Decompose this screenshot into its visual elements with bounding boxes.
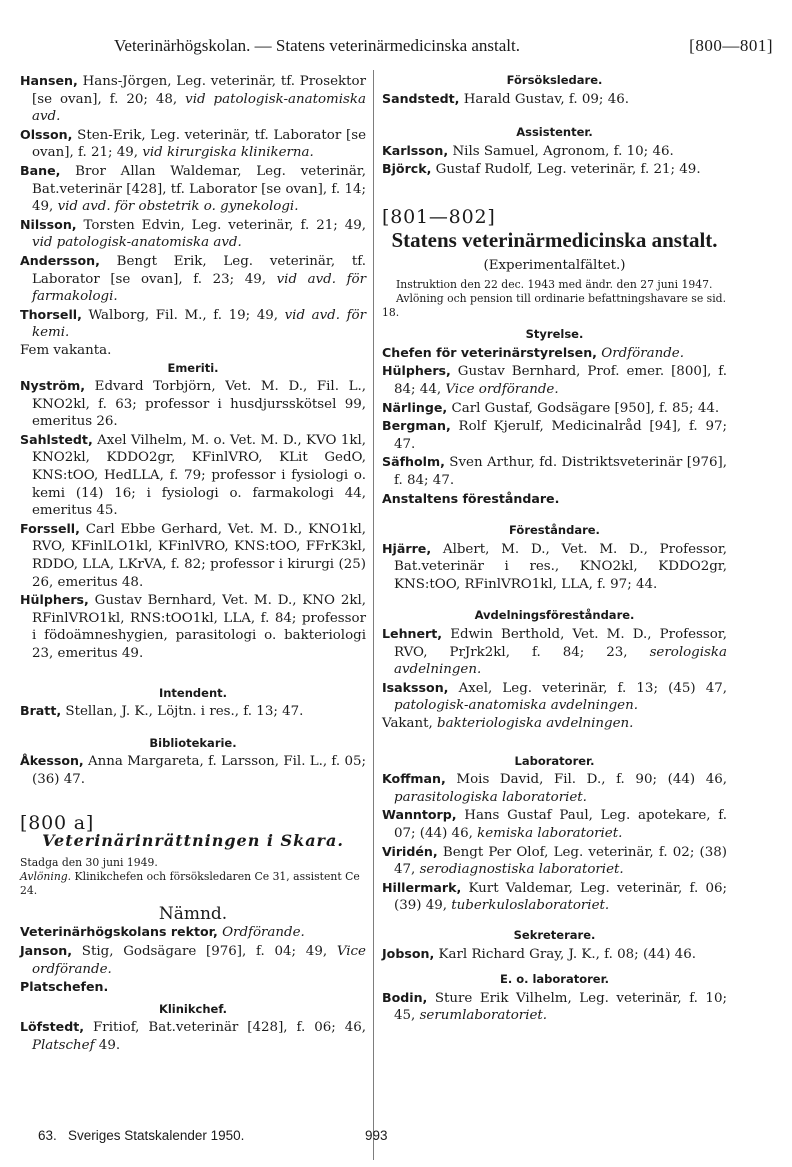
bibliotekarie-entry: Åkesson, Anna Margareta, f. Larsson, Fil. L., f. 05; (36) 47.	[20, 753, 366, 787]
person-name: Chefen för veterinärstyrelsen,	[382, 344, 597, 360]
assistent-entry: Björck, Gustaf Rudolf, Leg. veterinär, f. 21; 49.	[382, 161, 701, 178]
section-reference: [801—802]	[382, 205, 496, 228]
footer-publication: 63. Sveriges Statskalender 1950.	[38, 1128, 245, 1143]
avloning-note: Avlöning och pension till ordinarie befattningshavare se sid. 18.	[382, 292, 727, 320]
section-heading-emeriti: Emeriti.	[167, 360, 219, 375]
person-name: Hansen,	[20, 73, 78, 88]
section-heading-forsoksledare: Försöksledare.	[506, 73, 603, 87]
staff-entry: Thorsell, Walborg, Fil. M., f. 19; 49, vid avd. för kemi.	[20, 306, 366, 341]
person-name: Hillermark,	[382, 879, 462, 895]
section-heading-namnd: Nämnd.	[158, 903, 228, 924]
section-heading-laboratorer: Laboratorer.	[514, 753, 595, 768]
person-name: Hülphers,	[20, 592, 89, 608]
person-name: Viridén,	[382, 843, 438, 859]
right-column	[382, 72, 727, 1025]
section-heading-forestandare: Föreståndare.	[509, 523, 600, 538]
stadga-note: Stadga den 30 juni 1949.	[20, 855, 158, 869]
header-title: Veterinärhögskolan. — Statens veterinärmedicinska anstalt.	[114, 36, 520, 55]
instruktion-note: Instruktion den 22 dec. 1943 med ändr. den 27 juni 1947.	[396, 278, 713, 292]
staff-entry: Andersson, Bengt Erik, Leg. veterinär, tf. Laborator [se ovan], f. 23; 49, vid avd. för farmakologi.	[20, 252, 367, 305]
person-name: Åkesson,	[20, 753, 84, 769]
left-column	[20, 72, 366, 1055]
section-heading-styrelse: Styrelse.	[525, 327, 584, 342]
column-divider	[373, 70, 374, 1160]
staff-entry: Nilsson, Torsten Edvin, Leg. veterinär, f. 21; 49, vid patologisk-anatomiska avd.	[20, 216, 366, 251]
vakant-entry: Vakant, bakteriologiska avdelningen.	[382, 716, 634, 732]
section-reference: [800 a]	[20, 811, 95, 834]
section-heading-bibliotekarie: Bibliotekarie.	[149, 735, 237, 750]
footer-page-number: 993	[365, 1128, 388, 1143]
staff-entry: Olsson, Sten-Erik, Leg. veterinär, tf. Laborator [se ovan], f. 21; 49, vid kirurgiska klinikerna.	[20, 126, 366, 161]
person-name: Nilsson,	[20, 216, 77, 232]
section-heading-assistenter: Assistenter.	[516, 125, 593, 140]
forestandare-entry: Hjärre, Albert, M. D., Vet. M. D., Professor, Bat.veterinär i res., KNO2kl, KDDO2gr, KNS:tOO, RFinlVRO1kl, LLA, f. 97; 44.	[382, 540, 727, 592]
person-name: Wanntorp,	[382, 807, 457, 823]
section-heading-intendent: Intendent.	[158, 685, 228, 700]
person-name: Andersson,	[20, 252, 100, 268]
eo-laborator-entry: Bodin, Sture Erik Vilhelm, Leg. veterinär, f. 10; 45, serumlaboratoriet.	[382, 989, 727, 1024]
section-heading-eo-laboratorer: E. o. laboratorer.	[499, 972, 610, 987]
person-name: Olsson,	[20, 126, 73, 142]
person-name: Koffman,	[382, 771, 446, 787]
person-name: Närlinge,	[382, 399, 448, 415]
person-name: Bratt,	[20, 703, 62, 719]
person-name: Forssell,	[20, 520, 80, 536]
avdelning-entry: Lehnert, Edwin Berthold, Vet. M. D., Professor, RVO, PrJrk2kl, f. 84; 23, serologiska avdelningen.	[382, 626, 727, 678]
person-name: Sandstedt,	[382, 90, 460, 106]
laborator-entry: Wanntorp, Hans Gustaf Paul, Leg. apotekare, f. 07; (44) 46, kemiska laboratoriet.	[382, 807, 727, 841]
person-name: Jobson,	[382, 945, 435, 961]
person-name: Lehnert,	[382, 626, 443, 642]
assistent-entry: Karlsson, Nils Samuel, Agronom, f. 10; 46.	[382, 142, 674, 159]
person-name: Bodin,	[382, 989, 428, 1005]
person-name: Bane,	[20, 162, 61, 178]
sekreterare-entry: Jobson, Karl Richard Gray, J. K., f. 08; (44) 46.	[382, 945, 696, 962]
section-heading-klinikchef: Klinikchef.	[158, 1001, 228, 1016]
header-page-range: [800—801]	[689, 36, 773, 55]
emeritus-entry: Sahlstedt, Axel Vilhelm, M. o. Vet. M. D., KVO 1kl, KNO2kl, KDDO2gr, KFinlVRO, KLit GedO, KNS:tOO, HedLLA, f. 79; professor i fysiologi o. kemi (14) 16; i fysiologi o. farmakologi 44, emeritus 45.	[20, 431, 366, 519]
person-name: Bergman,	[382, 418, 451, 434]
styrelse-entry: Närlinge, Carl Gustaf, Godsägare [950], f. 85; 44.	[382, 399, 720, 416]
person-name: Björck,	[382, 161, 432, 177]
person-name: Sahlstedt,	[20, 431, 93, 447]
vacancies-note: Fem vakanta.	[20, 342, 112, 358]
staff-entry: Hansen, Hans-Jörgen, Leg. veterinär, tf. Prosektor [se ovan], f. 20; 48, vid patologisk-anatomiska avd.	[20, 73, 366, 125]
klinikchef-entry: Löfstedt, Fritiof, Bat.veterinär [428], f. 06; 46, Platschef 49.	[20, 1019, 366, 1053]
person-name: Karlsson,	[382, 142, 449, 158]
section-title: Statens veterinärmedicinska anstalt.	[391, 227, 718, 252]
namnd-entry: Janson, Stig, Godsägare [976], f. 04; 49, Vice ordförande.	[20, 942, 366, 977]
emeritus-entry: Nyström, Edvard Torbjörn, Vet. M. D., Fil. L., KNO2kl, f. 63; professor i husdjursskötsel 99, emeritus 26.	[20, 378, 366, 430]
person-name: Veterinärhögskolans rektor,	[20, 924, 218, 940]
anstaltens-heading: Anstaltens föreståndare.	[382, 490, 560, 506]
running-header	[18, 36, 773, 64]
person-name: Janson,	[20, 942, 73, 958]
laborator-entry: Koffman, Mois David, Fil. D., f. 90; (44) 46, parasitologiska laboratoriet.	[382, 771, 727, 805]
namnd-entry: Veterinärhögskolans rektor, Ordförande.	[20, 924, 305, 941]
emeritus-entry: Hülphers, Gustav Bernhard, Vet. M. D., KNO 2kl, RFinlVRO1kl, RNS:tOO1kl, LLA, f. 84; professor i födoämneshygien, parasitologi o. bakteriologi 23, emeritus 49.	[20, 592, 366, 661]
intendent-entry: Bratt, Stellan, J. K., Löjtn. i res., f. 13; 47.	[20, 703, 304, 720]
person-name: Hülphers,	[382, 363, 451, 379]
person-name: Thorsell,	[20, 306, 82, 322]
person-name: Nyström,	[20, 378, 86, 394]
person-name: Isaksson,	[382, 679, 449, 695]
staff-entry: Bane, Bror Allan Waldemar, Leg. veterinär, Bat.veterinär [428], tf. Laborator [se ovan], f. 14; 49, vid avd. för obstetrik o. gynekologi.	[20, 162, 366, 215]
avloning-note: Avlöning. Klinikchefen och försöksledaren Ce 31, assistent Ce 24.	[20, 869, 360, 897]
emeritus-entry: Forssell, Carl Ebbe Gerhard, Vet. M. D., KNO1kl, RVO, KFinlLO1kl, KFinlVRO, KNS:tOO, FFrK3kl, RDDO, LLA, LKrVA, f. 82; professor i kirurgi (25) 26, emeritus 48.	[20, 520, 366, 590]
styrelse-entry: Bergman, Rolf Kjerulf, Medicinalråd [94], f. 97; 47.	[382, 418, 727, 452]
laborator-entry: Hillermark, Kurt Valdemar, Leg. veterinär, f. 06; (39) 49, tuberkuloslaboratoriet.	[382, 879, 727, 914]
laborator-entry: Viridén, Bengt Per Olof, Leg. veterinär, f. 02; (38) 47, serodiagnostiska laboratoriet.	[382, 843, 727, 878]
section-heading-sekreterare: Sekreterare.	[513, 927, 596, 942]
person-name: Platschefen.	[20, 979, 109, 995]
section-subtitle: (Experimentalfältet.)	[483, 257, 626, 273]
forsoksledare-entry: Sandstedt, Harald Gustav, f. 09; 46.	[382, 90, 629, 107]
person-name: Säfholm,	[382, 454, 445, 470]
section-title: Veterinärinrättningen i Skara.	[42, 831, 344, 851]
person-name: Hjärre,	[382, 540, 432, 556]
styrelse-entry: Säfholm, Sven Arthur, fd. Distriktsveterinär [976], f. 84; 47.	[382, 454, 727, 488]
styrelse-entry: Hülphers, Gustav Bernhard, Prof. emer. [800], f. 84; 44, Vice ordförande.	[382, 363, 727, 397]
section-heading-avdelning: Avdelningsföreståndare.	[474, 608, 635, 623]
avdelning-entry: Isaksson, Axel, Leg. veterinär, f. 13; (45) 47, patologisk-anatomiska avdelningen.	[382, 679, 727, 714]
styrelse-entry: Chefen för veterinärstyrelsen, Ordförande.	[382, 344, 684, 361]
page-footer	[38, 1128, 458, 1143]
person-name: Löfstedt,	[20, 1019, 85, 1035]
namnd-entry	[20, 978, 366, 997]
